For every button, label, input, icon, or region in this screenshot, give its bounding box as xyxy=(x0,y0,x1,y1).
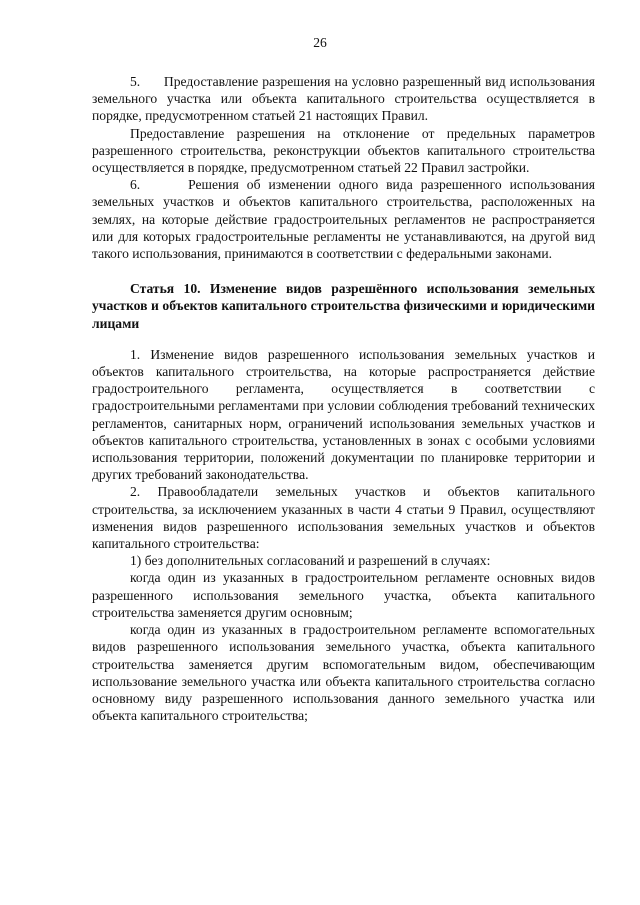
paragraph-case-auxiliary-use: когда один из указанных в градостроительном регламенте вспомогательных видов разрешенного использования земельного участка, объекта капитального строительства заменяется другим вспомогательным видом, обеспечивающим использование земельного участка или объекта капитального строительства согласно основному виду разрешенного использования данного земельного участка или объекта капитального строительства; xyxy=(92,622,595,724)
page-number: 26 xyxy=(313,35,327,50)
paragraph-part-2: 2. Правообладатели земельных участков и объектов капитального строительства, за исключением указанных в части 4 статьи 9 Правил, осуществляют изменения видов разрешенного использования земельных участков и объектов капитального строительства: xyxy=(92,484,595,552)
paragraph-item-6: 6. Решения об изменении одного вида разрешенного использования земельных участков и объектов капитального строительства, расположенных на землях, на которые действие градостроительных регламентов не распространяется или для которых градостроительные регламенты не устанавливаются, на другой вид такого использования, принимаются в соответствии с федеральными законами. xyxy=(92,177,595,262)
document-body xyxy=(92,73,595,724)
article-heading: Статья 10. Изменение видов разрешённого использования земельных участков и объектов капитального строительства физическими и юридическими лицами xyxy=(92,281,595,331)
paragraph-item-5: 5. Предоставление разрешения на условно разрешенный вид использования земельного участка или объекта капитального строительства осуществляется в порядке, предусмотренном статьей 21 настоящих Правил. xyxy=(92,74,595,124)
paragraph-subitem-1: 1) без дополнительных согласований и разрешений в случаях: xyxy=(130,553,491,569)
paragraph-deviation-permit: Предоставление разрешения на отклонение от предельных параметров разрешенного строительства, реконструкции объектов капитального строительства осуществляется в порядке, предусмотренном статьей 22 Правил застройки. xyxy=(92,125,595,176)
paragraph-part-1: 1. Изменение видов разрешенного использования земельных участков и объектов капитального строительства, на которые распространяется действие градостроительного регламента, осуществляется в соответствии с градостроительными регламентами при условии соблюдения требований технических регламентов, санитарных норм, ограничений использования земельных участков и объектов капитального строительства, установленных в зонах с особыми условиями использования территории, положений документации по планировке территории и других требований законодательства. xyxy=(92,346,595,483)
spacer xyxy=(92,332,595,346)
paragraph-case-main-use: когда один из указанных в градостроительном регламенте основных видов разрешенного использования земельного участка, объекта капитального строительства заменяется другим основным; xyxy=(92,570,595,620)
spacer xyxy=(92,262,595,280)
